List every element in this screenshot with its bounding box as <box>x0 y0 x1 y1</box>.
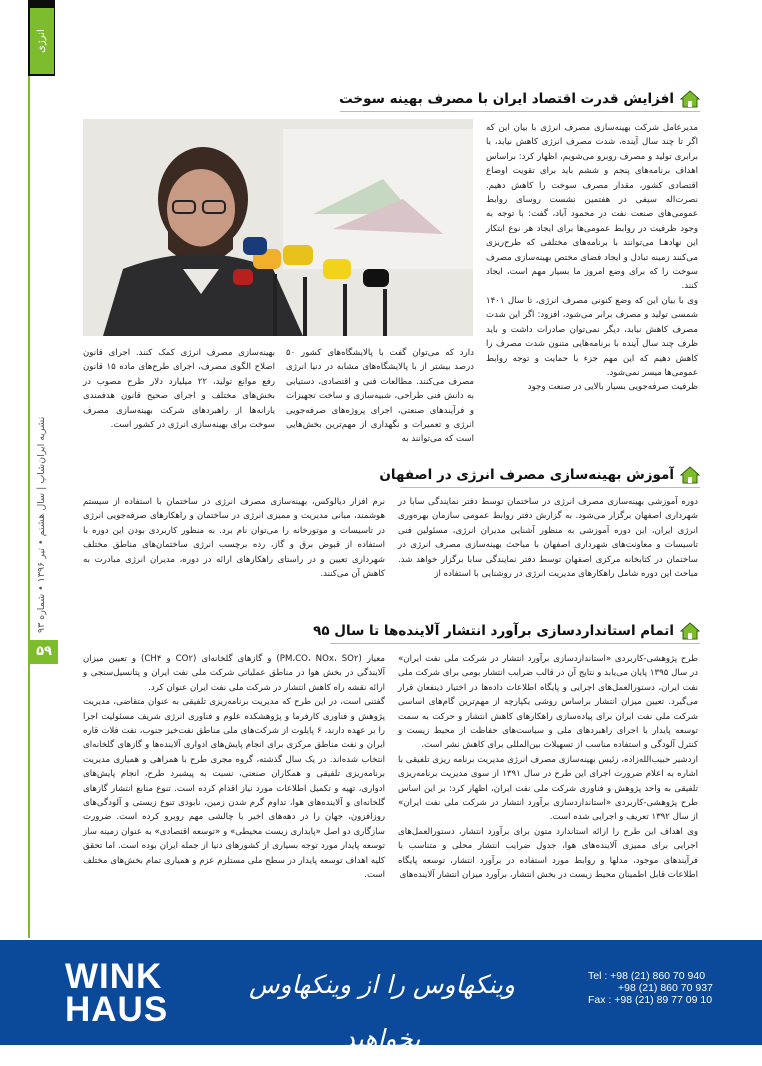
paragraph: طرح پژوهشی-کاربردی «استانداردسازی برآورد انتشار در شرکت ملی نفت ایران» در سال ۱۳۹۵ پایان می‌یابد و نتایج آن در قالب ضرایب انتشار بومی برای شرکت ملی نفت ایران، دستورالعمل‌های اجرایی و پایگاه اطلاعات داده‌ها در اختیار ذینفعان قرار می‌گیرد. تعیین میزان انتشار براساس روشی یکپارچه از مهم‌ترین گام‌های اساسی شرکت ملی نفت ایران برای پیاده‌سازی راهکارهای کاهش انتشار و حرکت به سمت توسعه پایدار با اجرای راهبردهای ملی و سیاست‌های حفاظت از محیط زیست و کنترل آلودگی و استفاده مناسب از تسهیلات بین‌المللی برای کاهش نشر است. <box>398 654 698 751</box>
paragraph: دوره آموزشی بهینه‌سازی مصرف انرژی در ساختمان توسط دفتر نمایندگی سابا در شهرداری اصفهان برگزار می‌شود. به گزارش دفتر روابط عمومی سازمان بهره‌وری انرژی ایران، این دوره آموزشی به منظور آشنایی مدیران انرژی، مسئولین فنی تاسیسات و معاونت‌های شهرداری اصفهان با مباحث بهینه‌سازی مصرف انرژی در ساختمان در کتابخانه مرکزی اصفهان توسط دفتر نمایندگی سابا برگزار خواهد شد. مباحث این دوره شامل راهکارهای مدیریت انرژی در روشنایی با استفاده از <box>398 497 698 580</box>
ad-slogan: وینکهاوس را از وینکهاوس بخواهید <box>248 970 516 1053</box>
article3-heading <box>300 622 700 640</box>
paragraph: بهینه‌سازی مصرف انرژی کمک کنند. اجرای قانون اصلاح الگوی مصرف، اجرای طرح‌های ماده ۱۵ قانون رفع موانع تولید، ۲۲ میلیارد دلار طرح مصوب در بخش‌های مختلف و اجرای صحیح قانون هدفمندی یارانه‌ها از راهبردهای شرکت بهینه‌سازی مصرف سوخت برای بهینه‌سازی انرژی در کشور است. <box>83 348 275 431</box>
paragraph: مدیرعامل شرکت بهینه‌سازی مصرف انرژی با بیان این که اگر تا چند سال آینده، شدت مصرف انرژی کاهش نیابد، با برابری تولید و مصرف روبرو می‌شویم، اظهار کرد: براساس اهداف برنامه‌های پنجم و ششم باید برای تقویت اوضاع اقتصادی کشور، مقدار مصرف سوخت را کاهش دهیم. نصرت‌اله سیفی در هفتمین نشست روسای روابط عمومی‌های صنعت نفت در محمود آباد، گفت: با توجه به وجود ظرفیت در روابط عمومی‌ها برای ایجاد هر نوع ابتکار این نهادهـا می‌توانند با برنامه‌های مختلفی که طرح‌ریزی می‌کنند زمینه تبادل و ایجاد فضای مختص بهینه‌سازی مصرف سوخت را که برای وضع امروز ما بسیار مهم است، ایجاد کنند. <box>486 123 698 292</box>
paragraph: نرم افزار دیالوکس، بهینه‌سازی مصرف انرژی در ساختمان با استفاده از سیستم هوشمند، مبانی مدیریت و ممیزی انرژی در ساختمان و راهکارهای صرفه‌جویی انرژی در تاسیسات و موتورخانه را می‌توان نام برد. به منظور کاربردی بودن این دوره با استفاده از قبوض برق و گاز، رده برچسب انرژی ساختمان‌های مناطق مختلف شهرداری تعیین و در راستای راهکارهای ارائه در دوره، مدیران انرژی مبادرت به کاهش آن می‌کنند. <box>83 497 385 580</box>
paragraph: معیار (PM،CO، NOx، SO۲) و گازهای گلخانه‌ای (CO۲ و CH۴) و تعیین میزان آلایندگی در بخش هوا در مناطق عملیاتی شرکت ملی نفت ایران و پتانسیل‌سنجی و ارائه نقشه راه کاهش انتشار در شرکت ملی نفت ایران عنوان کرد. <box>83 654 385 693</box>
contact-info <box>588 970 728 1006</box>
article2-heading <box>300 466 700 484</box>
article1-title: افزایش قدرت اقتصاد ایران با مصرف بهینه سوخت <box>339 91 674 107</box>
divider <box>330 643 700 644</box>
tel-primary: Tel : +98 (21) 860 70 940 <box>588 970 706 982</box>
winkhaus-logo <box>65 957 169 1029</box>
house-icon <box>680 466 700 484</box>
divider <box>400 487 700 488</box>
article3-col-left <box>83 652 385 883</box>
page-number: ۵۹ <box>30 640 58 664</box>
article2-col-left <box>83 495 385 581</box>
paragraph: وی با بیان این که وضع کنونی مصرف انرژی، تا سال ۱۴۰۱ شمسی تولید و مصرف برابر می‌شود، افزود: اگر این شدت مصرف کاهش نیابد، دیگر نمی‌توان صادرات داشت و باید ظرف چند سال آینده با برنامه‌هایی متنون شدت مصرف را کاهش دهیم که این مهم جزء با حمایت و توجه روابط عمومی‌ها میسر نمی‌شود. <box>486 295 698 378</box>
logo-line-1: WINK <box>65 957 163 996</box>
logo-line-2: HAUS <box>65 990 169 1029</box>
article3-title: اتمام استانداردسازی برآورد انتشار آلاینده‌ها تا سال ۹۵ <box>313 623 674 639</box>
paragraph: دارد که می‌توان گفت با پالایشگاه‌های کشور ۵۰ درصد بیشتر از با پالایشگاه‌های مشابه در دنیا انرژی مصرف می‌کنند. مطالعات فنی و اقتصادی، دستیابی به دانش فنی طراحی، شبیه‌سازی و ساخت تجهیزات و فرآیندهای صنعتی، اجرای پروژه‌های صرفه‌جویی انرژی و تعمیرات و نگهداری از مهم‌ترین بخش‌هایی است که می‌توانند به <box>286 348 474 445</box>
tel-secondary: +98 (21) 860 70 937 <box>618 982 713 994</box>
paragraph: ظرفیت صرفه‌جویی بسیار بالایی در صنعت وجود <box>527 382 698 393</box>
section-tab: انرژی <box>30 8 54 74</box>
article2-title: آموزش بهینه‌سازی مصرف انرژی در اصفهان <box>379 467 674 483</box>
article2-col-right <box>398 495 698 581</box>
article1-col-right <box>486 121 698 395</box>
divider <box>340 111 700 112</box>
house-icon <box>680 622 700 640</box>
article1-col-mid <box>286 346 474 447</box>
fax: Fax : +98 (21) 89 77 09 10 <box>588 994 713 1006</box>
paragraph: اردشیر حبیب‌الله‌زاده، رئیس بهینه‌سازی مصرف انرژی مدیریت برنامه ریزی تلفیقی با اشاره به اعلام ضرورت اجرای این طرح در سال ۱۳۹۱ از سوی مدیریت برنامه‌ریزی تلفیقی به واحد پژوهش و فناوری شرکت ملی نفت ایران، اظهار کرد: بر این اساس طرح پژوهشی-کاربردی «استانداردسازی برآورد انتشار در شرکت ملی نفت ایران» از سال ۱۳۹۲ تعریف و اجرایی شده است. <box>398 754 698 823</box>
paragraph: گفتنی است، در این طرح که مدیریت برنامه‌ریزی تلفیقی به عنوان متقاضی، مدیریت پژوهش و فناوری کارفرما و پژوهشکده علوم و فناوری انرژی شریف مسئولیت اجرا را بر عهده دارند، ۶ پایلوت از شرکت‌های ملی مناطق نفت‌خیز جنوب، نفت فلات قاره ایران و نفت مناطق مرکزی برای انجام پایش‌های ادواری آلاینده‌ها و گازهای گلخانه‌ای انتخاب شده‌اند. در یک سال گذشته، گروه مجری طرح با همراهی و همیاری مدیریت برنامه‌ریزی تلفیقی و همکاران صنعتی، نسبت به پیشبرد طرح، انجام پایش‌های ادواری، تهیه و تکمیل اطلاعات مورد نیاز اقدام کرده است. تنوع منابع انتشار گازهای گلخانه‌ای و آلاینده‌های هوا، تداوم گرم شدن زمین، نابودی تنوع زیستی و آلودگی‌های روزافزون، جهان را در دهه‌های اخیر با چالشی مهم روبرو کرده است. ضرورت سازگاری دو اصل «پایداری زیست محیطی» و «توسعه اقتصادی» به عنوان زمینه ساز توسعه پایدار مورد توجه بسیاری از کشورهای دنیا از جمله ایران بوده است. اما تحقق کلیه اهداف توسعه پایدار در سطح ملی مستلزم عزم و همیاری تمام بخش‌های مختلف است. <box>83 697 385 881</box>
house-icon <box>680 90 700 108</box>
article3-col-right <box>398 652 698 883</box>
speaker-photo <box>83 119 473 336</box>
issue-line: نشریه ایران‌شاپ | سال هشتم • تیر ۱۳۹۶ • شماره ۹۳ <box>36 416 47 634</box>
paragraph: وی اهداف این طرح را ارائه استاندارد متون برای برآورد انتشار، دستورالعمل‌های اجرایی برای ممیزی آلاینده‌های هوا، جدول ضرایب انتشار محلی و متناسب با فرآیندهای موجود، مدلها و روابط مورد استفاده در برآورد انتشار، توسعه پایگاه اطلاعات قابل اطمینان محیط زیست در بخش انتشار، برآورد میزان انتشار آلاینده‌های <box>398 826 698 881</box>
article1-col-left <box>83 346 275 432</box>
article1-heading <box>300 90 700 108</box>
